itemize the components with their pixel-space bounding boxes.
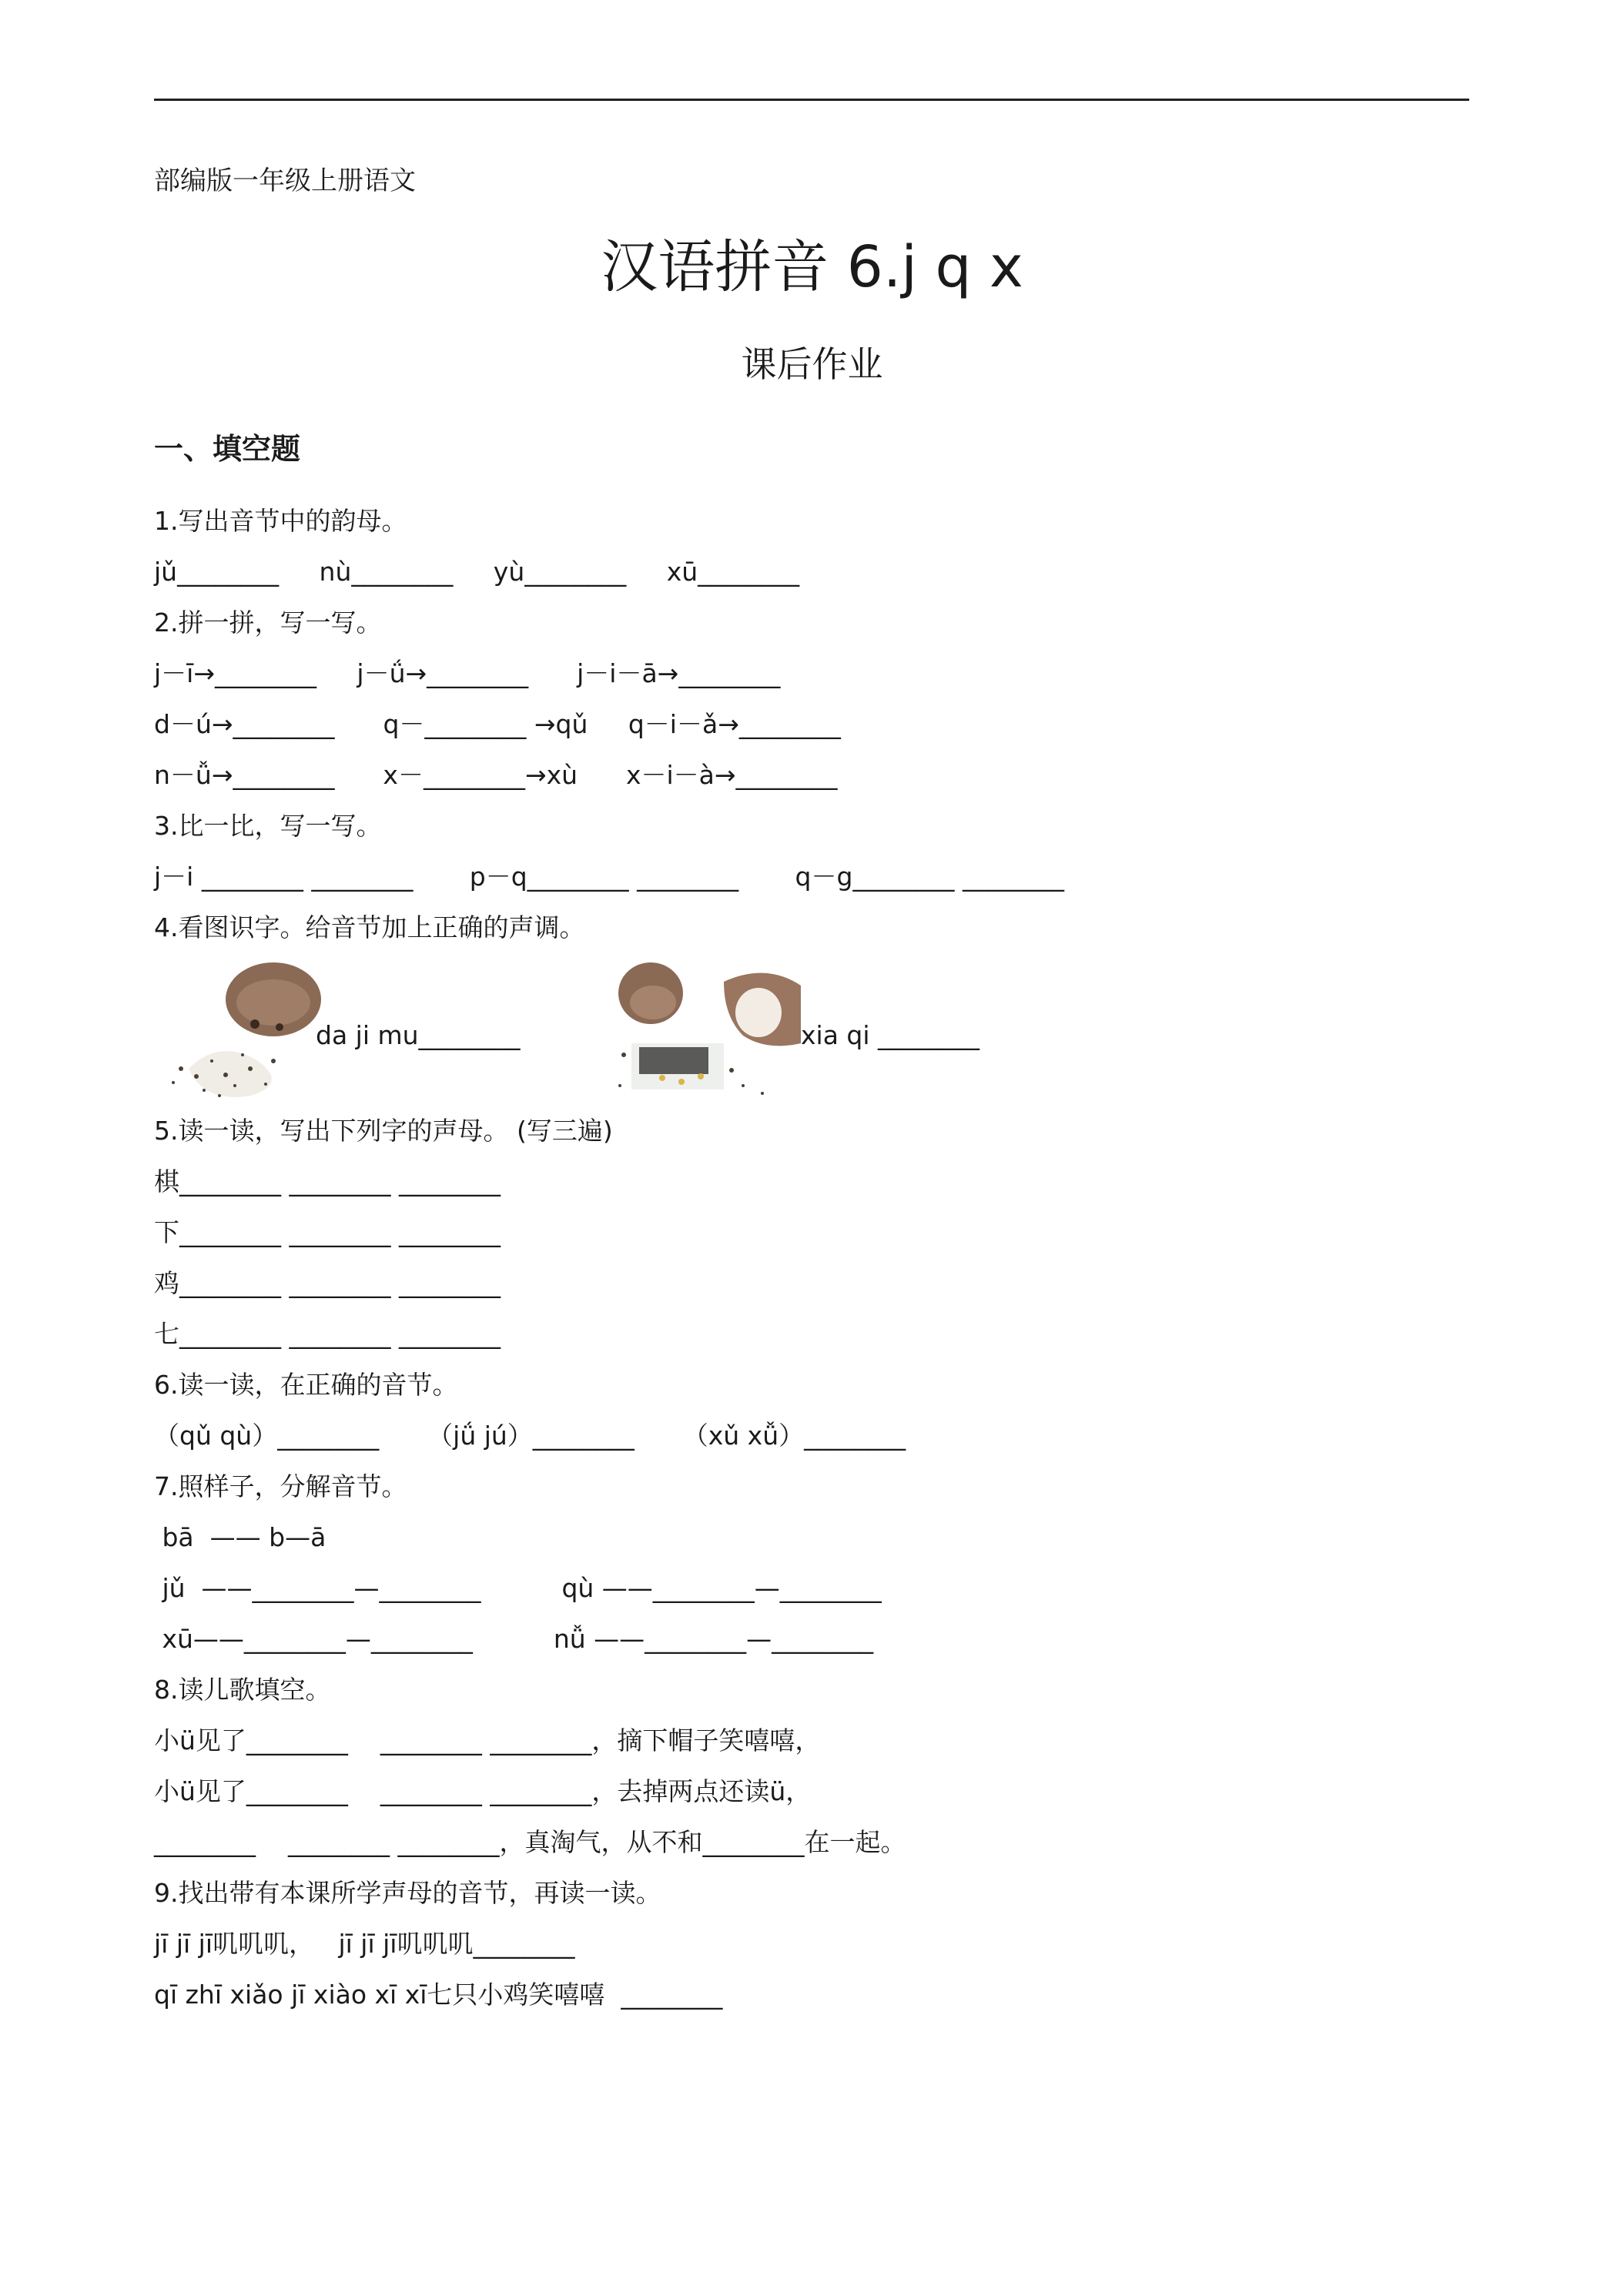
question-7: 7.照样子，分解音节。 [154, 1471, 407, 1501]
top-rule [154, 99, 1469, 101]
question-8-line-1: 小ü见了________ ________ ________，摘下帽子笑嘻嘻， [154, 1725, 821, 1755]
question-7-row-1: jǔ ——________—________ qù ——________—________ [154, 1573, 882, 1603]
page-title: 汉语拼音 6.j q x [601, 234, 1023, 300]
question-7-row-2: xū——________—________ nǚ ——________—________ [154, 1624, 874, 1654]
question-8-line-3: ________ ________ ________，真淘气，从不和________在一起。 [154, 1827, 906, 1857]
picture-1-syllables: da ji mu________ [316, 1020, 521, 1050]
book-label: 部编版一年级上册语文 [154, 166, 416, 196]
question-5-row-qi2: 七________ ________ ________ [154, 1319, 501, 1349]
question-8-line-2: 小ü见了________ ________ ________，去掉两点还读ü， [154, 1776, 812, 1806]
question-3-blanks: j－i ________ ________ p－q________ ________ q－g________ ________ [154, 862, 1064, 892]
question-9-line-2: qī zhī xiǎo jī xiào xī xī七只小鸡笑嘻嘻 ________ [154, 1980, 723, 2010]
section-heading: 一、填空题 [154, 432, 301, 466]
boy-feeding-chicken-image [158, 953, 323, 1107]
question-9-line-1: jī jī jī叽叽叽， jī jī jī叽叽叽________ [154, 1929, 575, 1959]
question-5-row-ji: 鸡________ ________ ________ [154, 1268, 501, 1298]
question-5-row-xia: 下________ ________ ________ [154, 1217, 501, 1247]
question-3: 3.比一比，写一写。 [154, 811, 382, 841]
question-6-choices: （qǔ qù）________ （jǘ jú）________ （xǔ xǚ）________ [154, 1421, 906, 1451]
question-7-example: bā —— b—ā [154, 1522, 326, 1552]
question-2-row-2: d－ú→________ q－________ →qǔ q－i－ǎ→________ [154, 709, 841, 739]
question-1: 1.写出音节中的韵母。 [154, 506, 407, 536]
question-4: 4.看图识字。给音节加上正确的声调。 [154, 912, 585, 942]
question-9: 9.找出带有本课所学声母的音节，再读一读。 [154, 1878, 661, 1908]
question-6: 6.读一读，在正确的音节。 [154, 1370, 458, 1400]
question-5-row-qi: 棋________ ________ ________ [154, 1166, 501, 1197]
picture-2-syllables: xia qi ________ [801, 1020, 980, 1050]
page-subtitle: 课后作业 [741, 343, 883, 385]
question-8: 8.读儿歌填空。 [154, 1675, 331, 1705]
question-5: 5.读一读，写出下列字的声母。 (写三遍) [154, 1116, 613, 1146]
question-2-row-3: n－ǚ→________ x－________→xù x－i－à→________ [154, 760, 838, 790]
children-playing-chess-image [608, 955, 801, 1109]
question-2: 2.拼一拼，写一写。 [154, 607, 382, 638]
question-2-row-1: j－ī→________ j－ǘ→________ j－i－ā→________ [154, 658, 781, 688]
question-1-blanks: jǔ________ nù________ yù________ xū________ [154, 557, 800, 587]
